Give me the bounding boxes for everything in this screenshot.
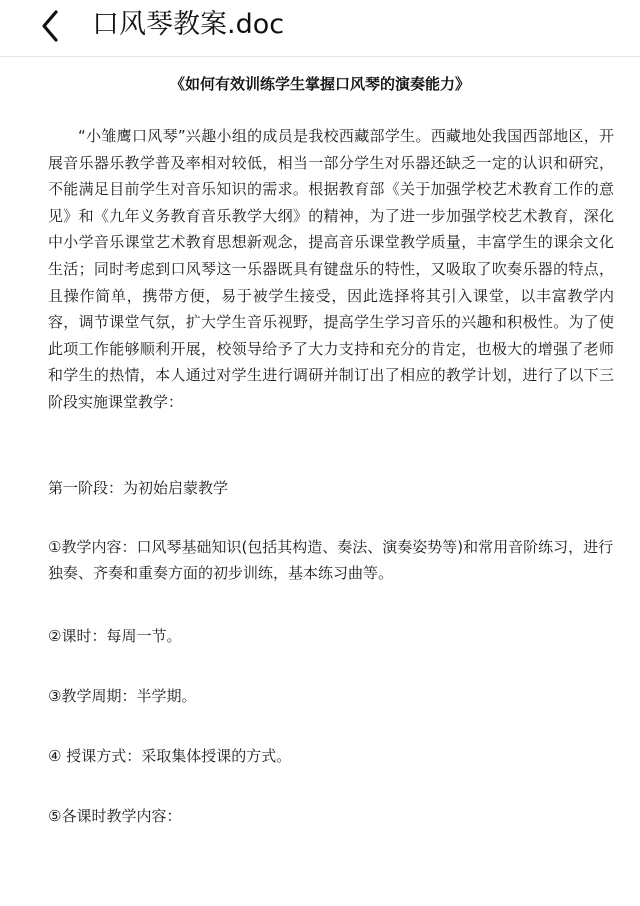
chevron-left-icon (34, 8, 70, 44)
document-filename: 口风琴教案.doc (92, 9, 285, 40)
document-page (0, 57, 640, 906)
list-item-period: ③教学周期：半学期。 (48, 687, 197, 705)
list-item-hours: ②课时：每周一节。 (48, 627, 182, 645)
article-title: 《如何有效训练学生掌握口风琴的演奏能力》 (169, 75, 470, 93)
intro-paragraph: “小雏鹰口风琴”兴趣小组的成员是我校西藏部学生。西藏地处我国西部地区，开展音乐器乐教学普及率相对较低，相当一部分学生对乐器还缺乏一定的认识和研究，不能满足目前学生对音乐知识的需求。根据教育部《关于加强学校艺术教育工作的意见》和《九年义务教育音乐教学大纲》的精神，为了进一步加强学校艺术教育，深化中小学音乐课堂艺术教育思想新观念，提高音乐课堂教学质量，丰富学生的课余文化生活；同时考虑到口风琴这一乐器既具有键盘乐的特性，又吸取了吹奏乐器的特点，且操作简单，携带方便，易于被学生接受，因此选择将其引入课堂，以丰富教学内容，调节课堂气氛，扩大学生音乐视野，提高学生学习音乐的兴趣和积极性。为了使此项工作能够顺利开展，校领导给予了大力支持和充分的肯定，也极大的增强了老师和学生的热情，本人通过对学生进行调研并制订出了相应的教学计划，进行了以下三阶段实施课堂教学： (48, 127, 614, 411)
top-bar (0, 0, 640, 57)
list-item-content: ①教学内容：口风琴基础知识(包括其构造、奏法、演奏姿势等)和常用音阶练习，进行独奏、齐奏和重奏方面的初步训练，基本练习曲等。 (48, 538, 614, 582)
list-item-method: ④ 授课方式：采取集体授课的方式。 (48, 747, 292, 765)
stage-heading: 第一阶段：为初始启蒙教学 (48, 479, 229, 497)
list-item-lesson-content: ⑤各课时教学内容： (48, 807, 182, 825)
back-button[interactable] (34, 8, 70, 44)
